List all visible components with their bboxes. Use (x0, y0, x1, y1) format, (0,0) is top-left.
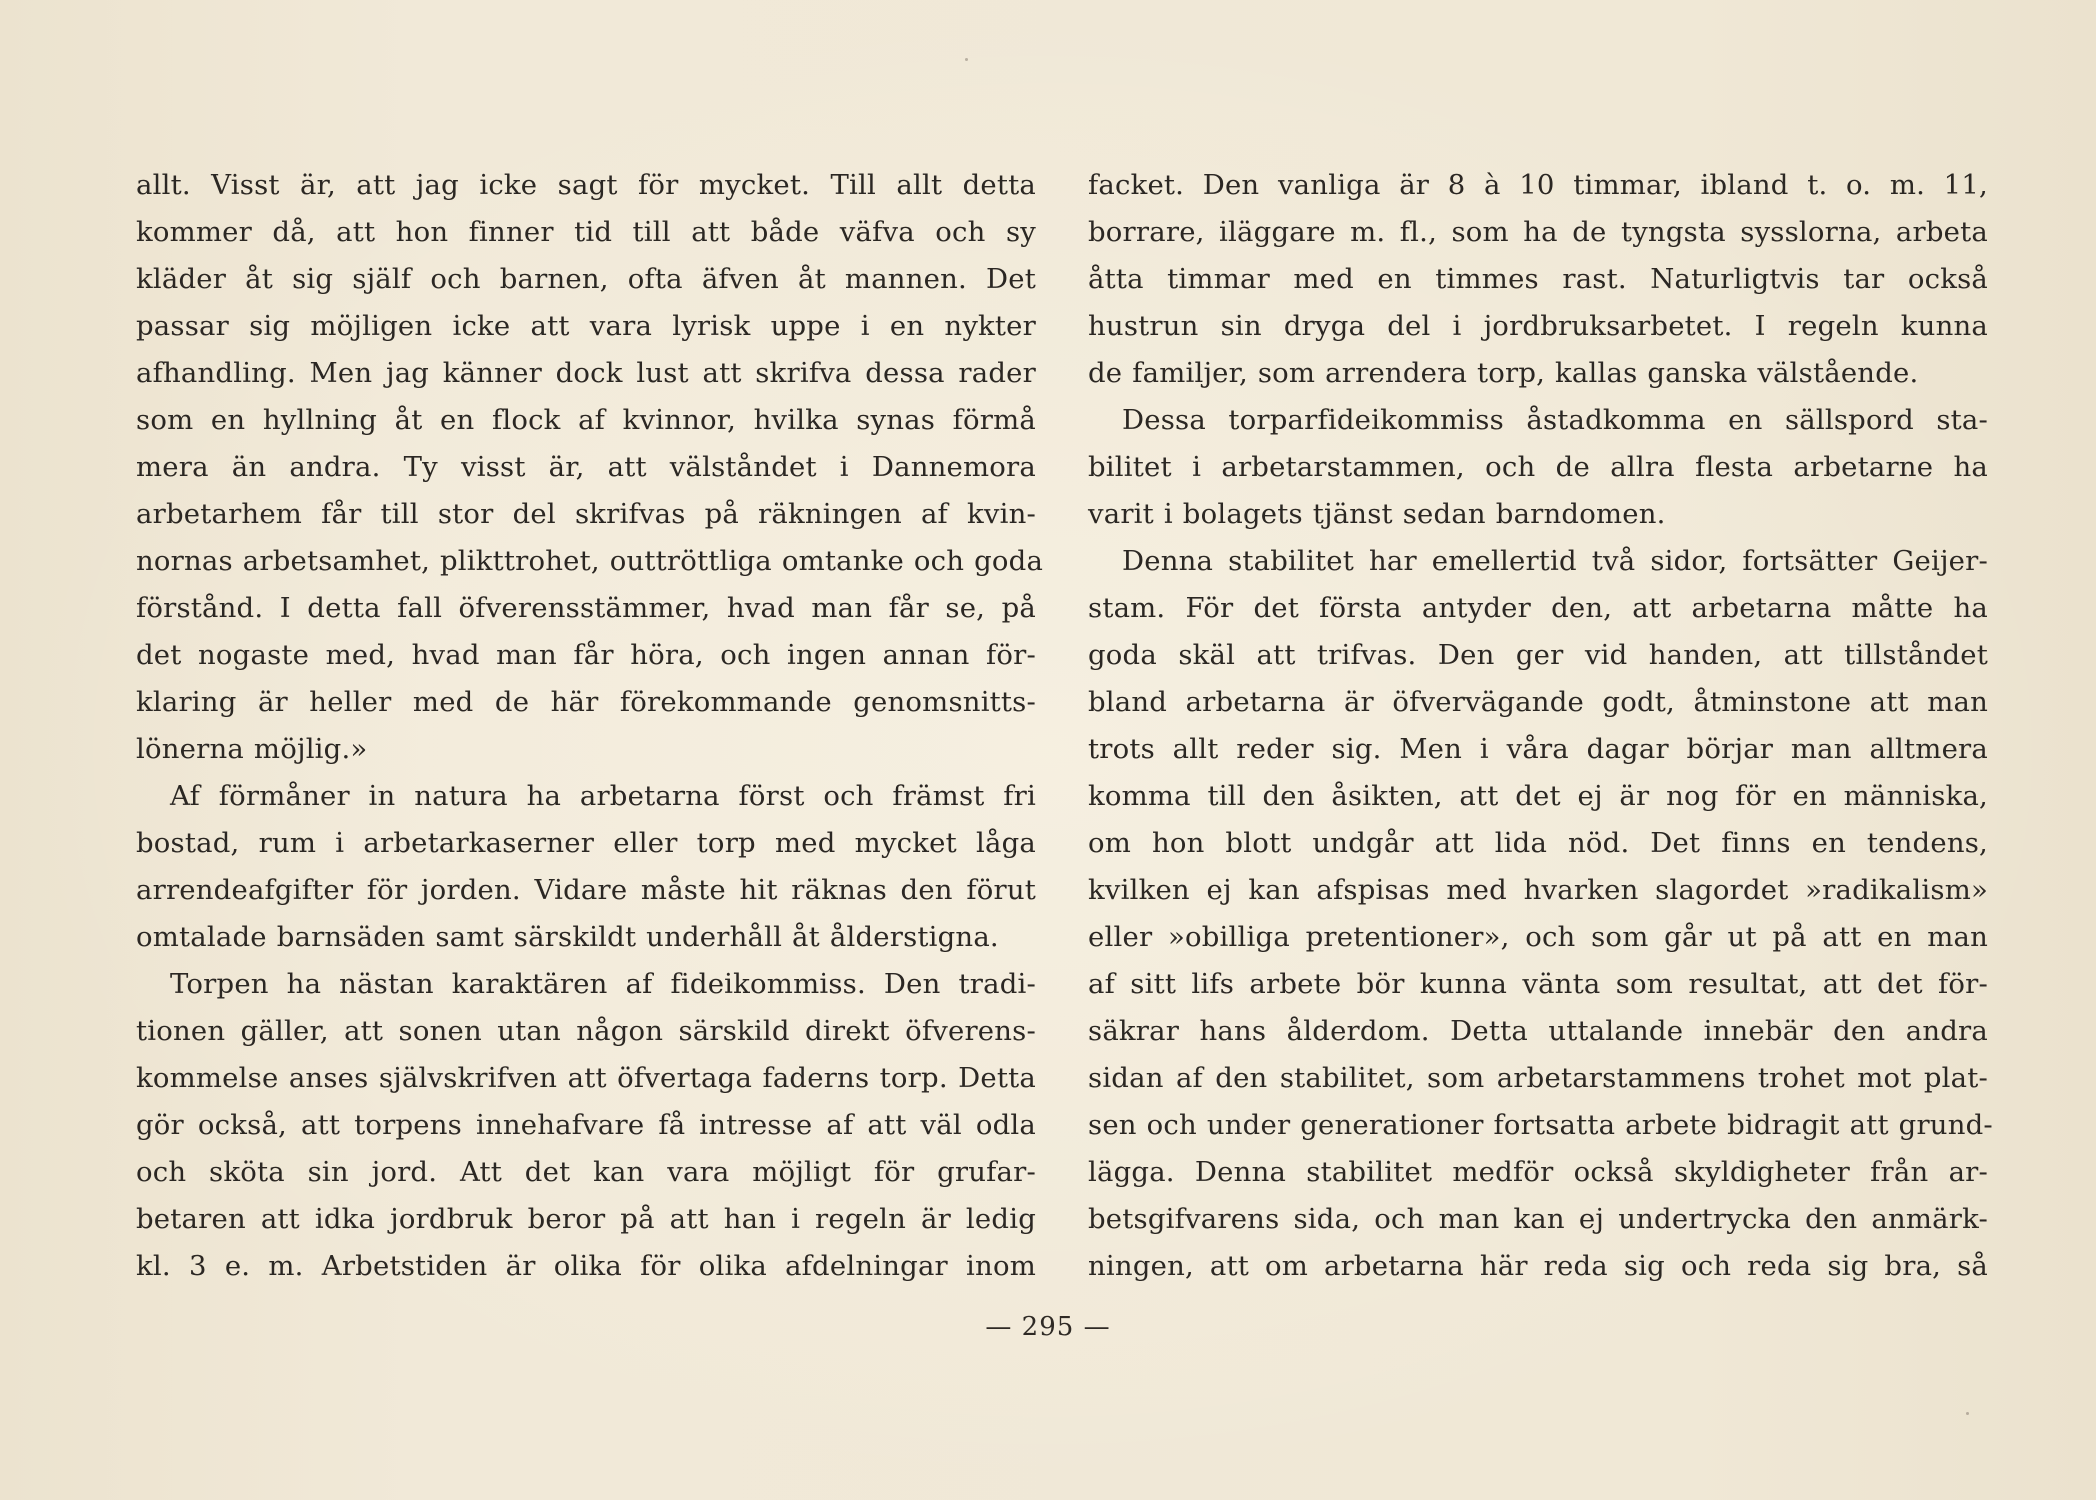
text-line: det nogaste med, hvad man får höra, och ingen annan för- (136, 639, 1036, 671)
text-line: kommer då, att hon finner tid till att både väfva och sy (136, 216, 1036, 248)
text-line: tionen gäller, att sonen utan någon särskild direkt öfverens- (136, 1015, 1036, 1047)
text-line: ningen, att om arbetarna här reda sig och reda sig bra, så (1088, 1250, 1988, 1282)
text-line: sidan af den stabilitet, som arbetarstammens trohet mot plat- (1088, 1062, 1988, 1094)
text-line: lägga. Denna stabilitet medför också skyldigheter från ar- (1088, 1156, 1988, 1188)
paper-speck (1966, 1412, 1969, 1415)
text-line: bostad, rum i arbetarkaserner eller torp med mycket låga (136, 827, 1036, 859)
text-line: komma till den åsikten, att det ej är nog för en människa, (1088, 780, 1988, 812)
text-line: gör också, att torpens innehafvare få intresse af att väl odla (136, 1109, 1036, 1141)
text-line: Dessa torparfideikommiss åstadkomma en sällspord sta- (1122, 404, 1988, 436)
text-line: borrare, iläggare m. fl., som ha de tyngsta sysslorna, arbeta (1088, 216, 1988, 248)
text-line: af sitt lifs arbete bör kunna vänta som resultat, att det för- (1088, 968, 1988, 1000)
text-line: eller »obilliga pretentioner», och som går ut på att en man (1088, 921, 1988, 953)
text-line: facket. Den vanliga är 8 à 10 timmar, ibland t. o. m. 11, (1088, 169, 1988, 201)
page-number: — 295 — (985, 1312, 1111, 1342)
text-line: passar sig möjligen icke att vara lyrisk uppe i en nykter (136, 310, 1036, 342)
text-line: trots allt reder sig. Men i våra dagar börjar man alltmera (1088, 733, 1988, 765)
paper-speck (1628, 236, 1631, 239)
text-line: kl. 3 e. m. Arbetstiden är olika för olika afdelningar inom (136, 1250, 1036, 1282)
text-line: arrendeafgifter för jorden. Vidare måste hit räknas den förut (136, 874, 1036, 906)
text-line: Af förmåner in natura ha arbetarna först och främst fri (170, 780, 1036, 812)
text-line: goda skäl att trifvas. Den ger vid handen, att tillståndet (1088, 639, 1988, 671)
text-line: och sköta sin jord. Att det kan vara möjligt för grufar- (136, 1156, 1036, 1188)
text-line: Denna stabilitet har emellertid två sidor, fortsätter Geijer- (1122, 545, 1988, 577)
paper-speck (965, 58, 968, 61)
text-line: mera än andra. Ty visst är, att välståndet i Dannemora (136, 451, 1036, 483)
text-line: omtalade barnsäden samt särskildt underhåll åt ålderstigna. (136, 921, 999, 953)
text-line: betsgifvarens sida, och man kan ej undertrycka den anmärk- (1088, 1203, 1988, 1235)
text-line: kommelse anses självskrifven att öfvertaga faderns torp. Detta (136, 1062, 1036, 1094)
text-line: klaring är heller med de här förekommande genomsnitts- (136, 686, 1036, 718)
text-line: om hon blott undgår att lida nöd. Det finns en tendens, (1088, 827, 1988, 859)
text-line: som en hyllning åt en flock af kvinnor, hvilka synas förmå (136, 404, 1036, 436)
left-text-column (136, 162, 1044, 1290)
text-line: sen och under generationer fortsatta arbete bidragit att grund- (1088, 1109, 1993, 1141)
text-line: Torpen ha nästan karaktären af fideikommiss. Den tradi- (170, 968, 1036, 1000)
text-line: nornas arbetsamhet, plikttrohet, outtröttliga omtanke och goda (136, 545, 1044, 577)
text-line: stam. För det första antyder den, att arbetarna måtte ha (1088, 592, 1988, 624)
text-line: betaren att idka jordbruk beror på att han i regeln är ledig (136, 1203, 1036, 1235)
text-line: kvilken ej kan afspisas med hvarken slagordet »radikalism» (1088, 874, 1988, 906)
text-line: bilitet i arbetarstammen, och de allra flesta arbetarne ha (1088, 451, 1988, 483)
text-line: de familjer, som arrendera torp, kallas ganska välstående. (1088, 357, 1919, 389)
text-line: förstånd. I detta fall öfverensstämmer, hvad man får se, på (136, 592, 1036, 624)
text-line: arbetarhem får till stor del skrifvas på räkningen af kvin- (136, 498, 1036, 530)
text-line: kläder åt sig själf och barnen, ofta äfven åt mannen. Det (136, 263, 1036, 295)
text-line: lönerna möjlig.» (136, 733, 368, 765)
text-line: afhandling. Men jag känner dock lust att skrifva dessa rader (136, 357, 1036, 389)
text-line: säkrar hans ålderdom. Detta uttalande innebär den andra (1088, 1015, 1988, 1047)
text-line: varit i bolagets tjänst sedan barndomen. (1088, 498, 1666, 530)
text-line: bland arbetarna är öfvervägande godt, åtminstone att man (1088, 686, 1988, 718)
text-line: åtta timmar med en timmes rast. Naturligtvis tar också (1088, 263, 1988, 295)
text-line: allt. Visst är, att jag icke sagt för mycket. Till allt detta (136, 169, 1036, 201)
right-text-column (1088, 162, 1993, 1290)
text-line: hustrun sin dryga del i jordbruksarbetet. I regeln kunna (1088, 310, 1988, 342)
